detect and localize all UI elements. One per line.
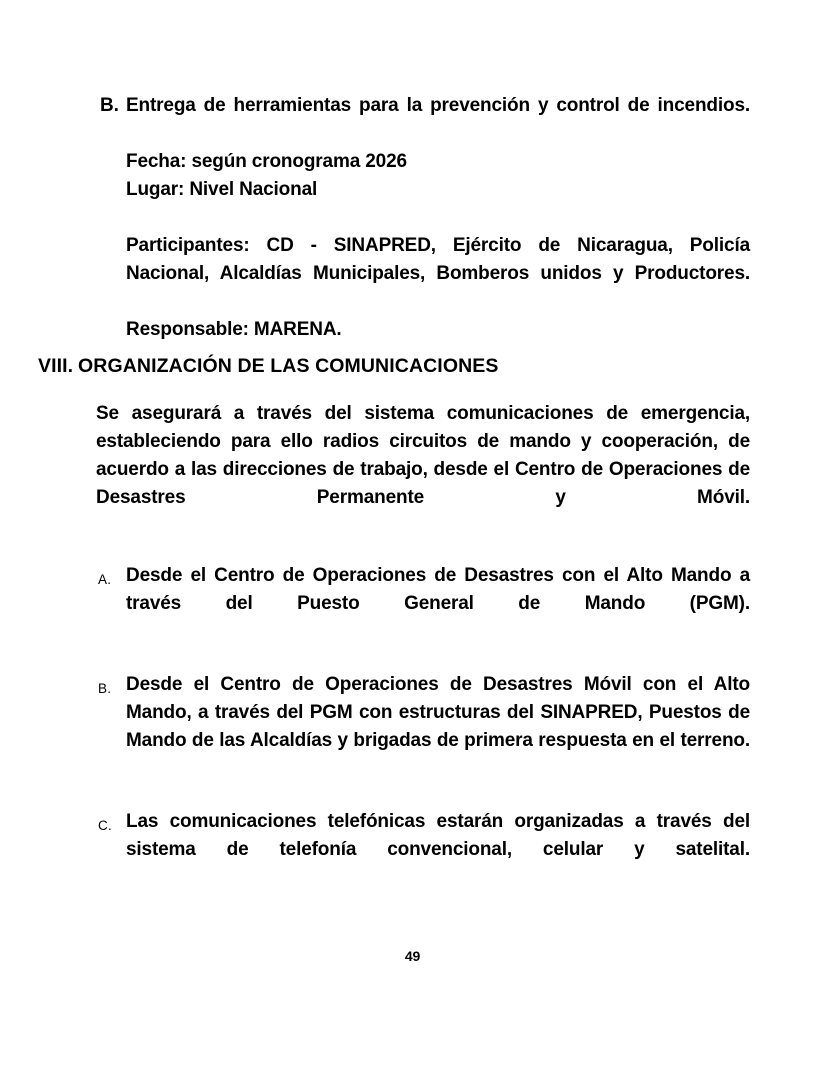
fecha-text: Fecha: según cronograma 2026 [126, 151, 407, 172]
sub-list-item-b [98, 671, 750, 783]
participantes-text: Participantes: CD - SINAPRED, Ejército de Nicaragua, Policía Nacional, Alcaldías Municipales, Bomberos unidos y Productores. [126, 235, 750, 284]
sub-list-item-b-body [126, 671, 750, 783]
item-b-heading-text: Entrega de herramientas para la prevención y control de incendios. [126, 95, 750, 116]
sub-item-c-text: Las comunicaciones telefónicas estarán organizadas a través del sistema de telefonía convencional, celular y satelital. [126, 811, 750, 860]
sub-list-marker-c: C. [98, 818, 112, 833]
sub-list-item-c-body [126, 808, 750, 892]
list-item-b-body [126, 92, 750, 148]
item-b-fecha-line [126, 148, 750, 176]
section-numeral: VIII. [38, 355, 74, 377]
sub-item-b-text: Desde el Centro de Operaciones de Desastres Móvil con el Alto Mando, a través del PGM con estructuras del SINAPRED, Puestos de Mando de las Alcaldías y brigadas de primera respuesta en el terreno. [126, 674, 750, 751]
list-item-b-entrega [100, 92, 750, 148]
sub-list-item-a [98, 562, 750, 646]
lugar-text: Lugar: Nivel Nacional [126, 179, 318, 200]
item-b-participantes-paragraph [126, 232, 750, 316]
sub-list-marker-a: A. [98, 572, 112, 587]
page-number: 49 [404, 948, 421, 964]
section-heading-viii [38, 352, 750, 380]
section-viii-intro-text: Se asegurará a través del sistema comunicaciones de emergencia, estableciendo para ello radios circuitos de mando y cooperación, de acuerdo a las direcciones de trabajo, desde el Centro de Operaciones de Desastres Permanente y Móvil. [96, 403, 750, 508]
sub-list-item-a-body [126, 562, 750, 646]
sub-item-a-text: Desde el Centro de Operaciones de Desastres con el Alto Mando a través del Puesto General de Mando (PGM). [126, 565, 750, 614]
item-b-lugar-line [126, 176, 750, 204]
sub-list-item-c [98, 808, 750, 892]
list-marker-b: B. [100, 95, 119, 116]
sub-list-marker-b: B. [98, 681, 112, 696]
section-viii-intro-paragraph [96, 400, 750, 540]
responsable-text: Responsable: MARENA. [126, 319, 342, 340]
section-title: ORGANIZACIÓN DE LAS COMUNICACIONES [78, 355, 499, 377]
item-b-responsable-line [126, 316, 750, 344]
